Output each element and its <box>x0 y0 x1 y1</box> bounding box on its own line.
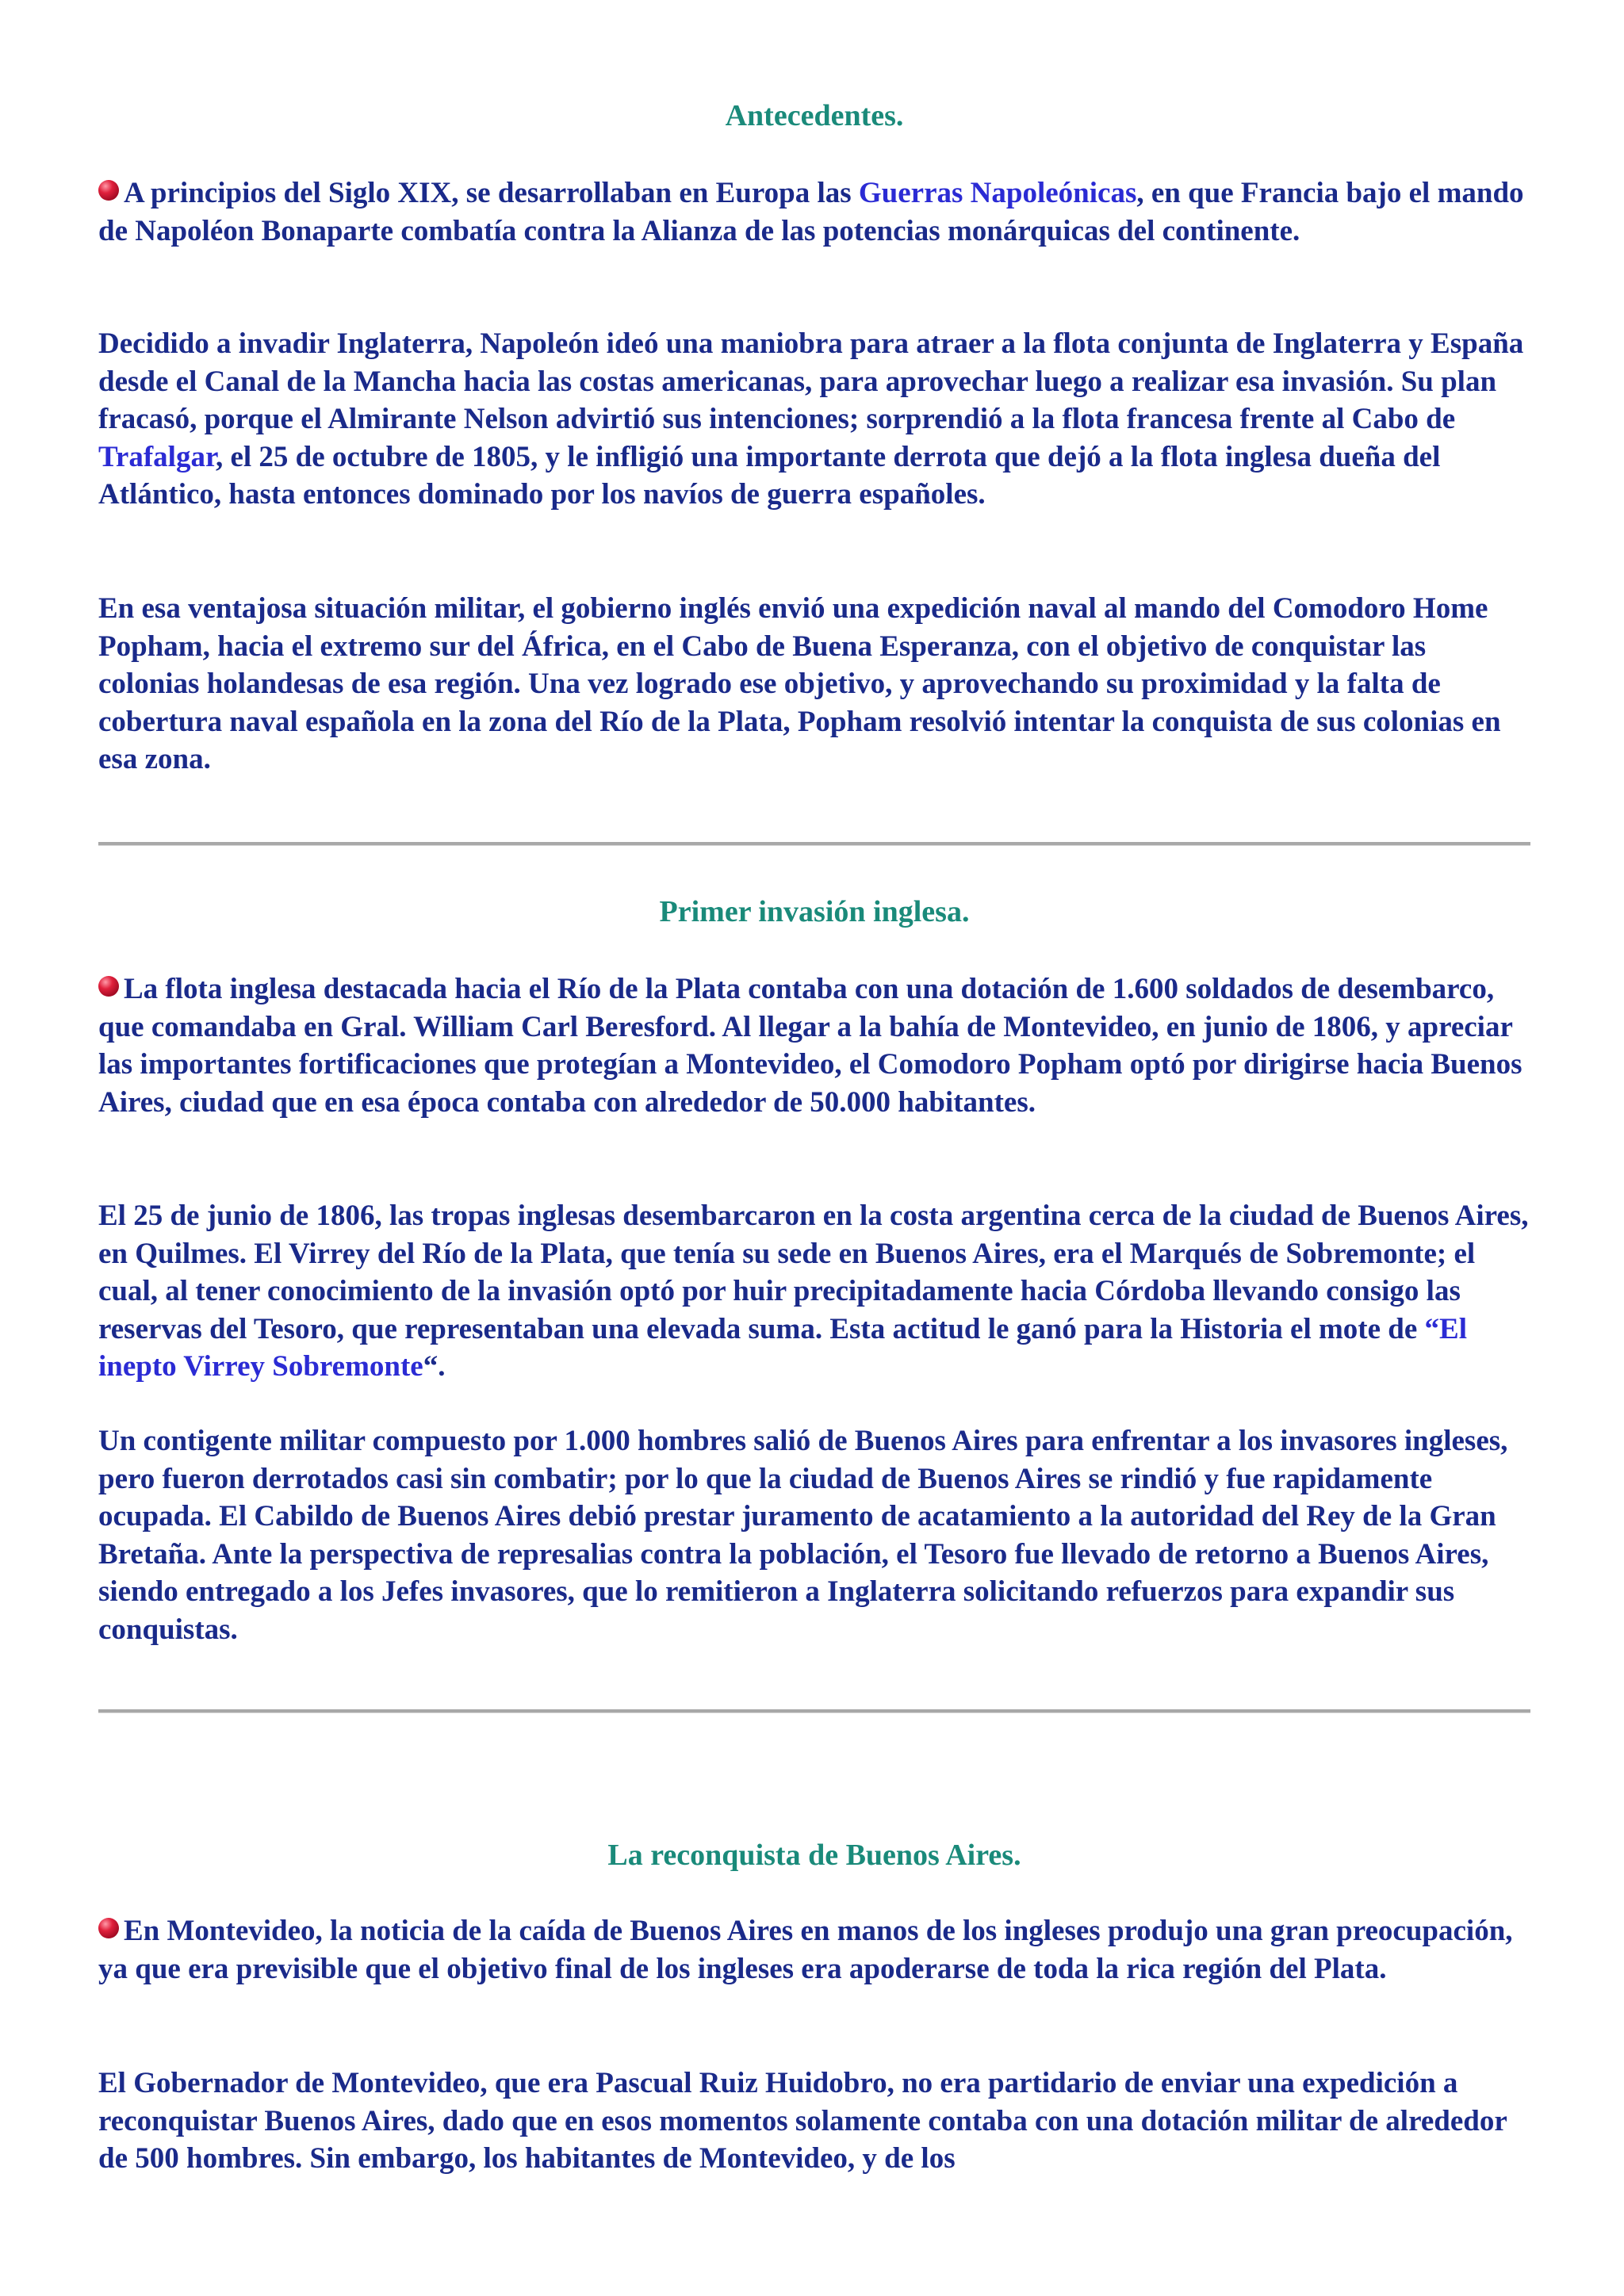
quote-open: “ <box>1424 1312 1440 1345</box>
red-sphere-bullet-icon <box>98 976 119 997</box>
paragraph-primer-invasion-2: El 25 de junio de 1806, las tropas inglesas desembarcaron en la costa argentina cerca de la ciudad de Buenos Aires, en Quilmes. El Virrey del Río de la Plata, que tenía su sede en Buenos Aires, era el Marqués de Sobremonte; el cual, al tener conocimiento de la invasión optó por huir precipitadamente hacia Córdoba llevando consigo las reservas del Tesoro, que representaban una elevada suma. Esta actitud le ganó para la Historia el mote de “El inepto Virrey Sobremonte“. <box>98 1200 1529 1383</box>
heading-antecedentes: Antecedentes. <box>725 99 904 132</box>
link-inepto-virrey[interactable]: El inepto Virrey Sobremonte <box>98 1312 1468 1383</box>
heading-primer-invasion: Primer invasión inglesa. <box>659 895 970 928</box>
paragraph-antecedentes-3: En esa ventajosa situación militar, el gobierno inglés envió una expedición naval al mando del Comodoro Home Popham, hacia el extremo sur del África, en el Cabo de Buena Esperanza, con el objetivo de conquistar las colonias holandesas de esa región. Una vez logrado ese objetivo, y aprovechando su proximidad y la falta de cobertura naval española en la zona del Río de la Plata, Popham resolvió intentar la conquista de sus colonias en esa zona. <box>98 592 1501 775</box>
paragraph-antecedentes-1: A principios del Siglo XIX, se desarrollaban en Europa las Guerras Napoleónicas, en que Francia bajo el mando de Napoléon Bonaparte combatía contra la Alianza de las potencias monárquicas del continente. <box>98 177 1524 247</box>
red-sphere-bullet-icon <box>98 180 119 201</box>
link-guerras-napoleonicas[interactable]: Guerras Napoleónicas <box>858 177 1137 209</box>
paragraph-primer-invasion-1: La flota inglesa destacada hacia el Río de la Plata contaba con una dotación de 1.600 soldados de desembarco, que comandaba en Gral. William Carl Beresford. Al llegar a la bahía de Montevideo, en junio de 1806, y apreciar las importantes fortificaciones que protegían a Montevideo, el Comodoro Popham optó por dirigirse hacia Buenos Aires, ciudad que en esa época contaba con alrededor de 50.000 habitantes. <box>98 973 1522 1119</box>
paragraph-reconquista-1: En Montevideo, la noticia de la caída de Buenos Aires en manos de los ingleses produjo una gran preocupación, ya que era previsible que el objetivo final de los ingleses era apoderarse de toda la rica región del Plata. <box>98 1915 1513 1985</box>
horizontal-divider <box>98 1709 1530 1713</box>
paragraph-antecedentes-2: Decidido a invadir Inglaterra, Napoleón ideó una maniobra para atraer a la flota conjunta de Inglaterra y España desde el Canal de la Mancha hacia las costas americanas, para aprovechar luego a realizar esa invasión. Su plan fracasó, porque el Almirante Nelson advirtió sus intenciones; sorprendió a la flota francesa frente al Cabo de Trafalgar, el 25 de octubre de 1805, y le infligió una importante derrota que dejó a la flota inglesa dueña del Atlántico, hasta entonces dominado por los navíos de guerra españoles. <box>98 327 1524 511</box>
paragraph-reconquista-2: El Gobernador de Montevideo, que era Pascual Ruiz Huidobro, no era partidario de enviar una expedición a reconquistar Buenos Aires, dado que en esos momentos solamente contaba con una dotación militar de alrededor de 500 hombres. Sin embargo, los habitantes de Montevideo, y de los <box>98 2067 1507 2175</box>
link-trafalgar[interactable]: Trafalgar <box>98 440 216 473</box>
quote-close: “. <box>423 1350 446 1383</box>
horizontal-divider <box>98 842 1530 846</box>
heading-reconquista: La reconquista de Buenos Aires. <box>607 1839 1021 1872</box>
red-sphere-bullet-icon <box>98 1918 119 1938</box>
paragraph-primer-invasion-3: Un contigente militar compuesto por 1.000 hombres salió de Buenos Aires para enfrentar a los invasores ingleses, pero fueron derrotados casi sin combatir; por lo que la ciudad de Buenos Aires se rindió y fue rapidamente ocupada. El Cabildo de Buenos Aires debió prestar juramento de acatamiento a la autoridad del Rey de la Gran Bretaña. Ante la perspectiva de represalias contra la población, el Tesoro fue llevado de retorno a Buenos Aires, siendo entregado a los Jefes invasores, que lo remitieron a Inglaterra solicitando refuerzos para expandir sus conquistas. <box>98 1425 1508 1646</box>
